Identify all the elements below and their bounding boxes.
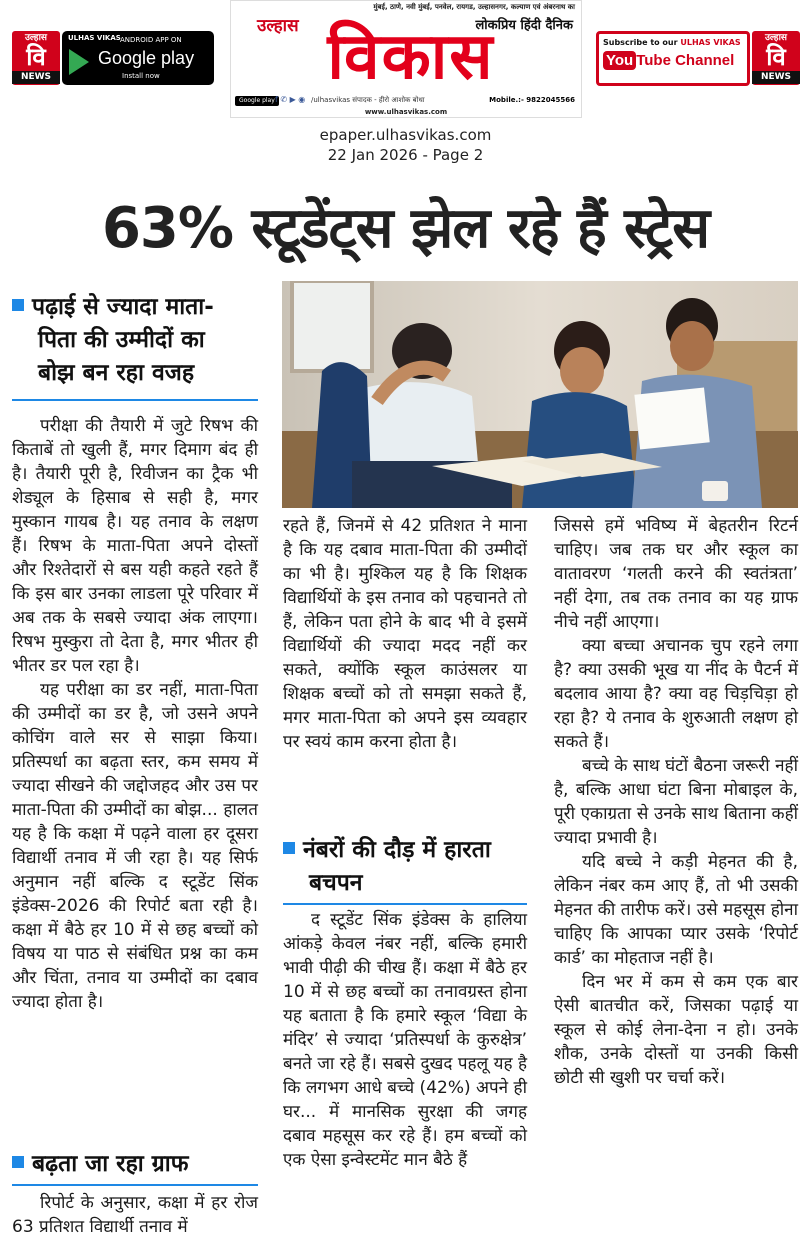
badge-install-text: Install now bbox=[122, 72, 160, 80]
paragraph: दिन भर में कम से कम एक बार ऐसी बातचीत करें, जिसका पढ़ाई या स्कूल से कोई लेना-देना न हो। उनके शौक, उनके दोस्तों या उनकी किसी छोटी सी खुशी पर चर्चा करें। bbox=[554, 972, 798, 1088]
paragraph: बच्चे के साथ घंटों बैठना जरूरी नहीं है, बल्कि आधा घंटा बिना मोबाइल के, पूरी एकाग्रता से उनके साथ बिताना कहीं ज्यादा प्रभावी है। bbox=[554, 756, 798, 848]
article-column-1-tail bbox=[12, 1191, 258, 1239]
badge-brand-text: ULHAS VIKAS bbox=[68, 34, 121, 42]
newspaper-header bbox=[0, 0, 811, 122]
article-headline: 63% स्टूडेंट्स झेल रहे हैं स्ट्रेस bbox=[101, 196, 710, 261]
stressed-family-photo bbox=[282, 281, 798, 508]
play-store-icon bbox=[69, 49, 89, 75]
google-play-badge[interactable] bbox=[62, 31, 214, 85]
ulhas-vikas-news-logo-left[interactable] bbox=[12, 31, 60, 85]
masthead-cities: मुंबई, ठाणे, नवी मुंबई, पनवेल, रायगड, उल्हासनगर, कल्याण एवं अंबरनाथ का bbox=[373, 3, 575, 11]
masthead-title: विकास bbox=[327, 20, 495, 94]
news-logo-letter: वि bbox=[26, 42, 46, 71]
blue-square-bullet-icon bbox=[12, 1156, 24, 1168]
news-logo-label: NEWS bbox=[12, 71, 60, 84]
subhead-rule bbox=[283, 903, 527, 905]
news-logo-label: NEWS bbox=[752, 71, 800, 84]
paragraph: जिससे हमें भविष्य में बेहतरीन रिटर्न चाहिए। जब तक घर और स्कूल का वातावरण ‘गलती करने की स्वतंत्रता’ नहीं देगा, तब तक तनाव का यह ग्राफ नीचे नहीं आएगा। bbox=[554, 516, 798, 632]
paragraph: यह परीक्षा का डर नहीं, माता-पिता की उम्मीदों का डर है, जो उसने अपने कोचिंग वाले सर से साझा किया। प्रतिस्पर्धा का बढ़ता स्तर, कम समय में ज्यादा सीखने की जद्दोजहद और उस पर माता-पिता की उम्मीदों का बोझ... हालत यह है कि कक्षा में पढ़ने वाला हर दूसरा विद्यार्थी तनाव में जी रहा है। यह सिर्फ अनुमान नहीं बल्कि द स्टूडेंट सिंक इंडेक्स-2026 की रिपोर्ट बता रही है। कक्षा में बैठे हर 10 में से छह बच्चों को विषय या पाठ से संबंधित प्रश्न का कम और चिंता, तनाव या उम्मीदों का दबाव ज्यादा होता है। bbox=[12, 680, 258, 1012]
masthead-ulhas: उल्हास bbox=[257, 16, 299, 36]
article-column-2 bbox=[283, 514, 527, 754]
masthead-editor-text: /ulhasvikas संपादक - हीरो आशोक बोधा bbox=[311, 96, 425, 104]
paragraph: रिपोर्ट के अनुसार, कक्षा में हर रोज 63 प्रतिशत विद्यार्थी तनाव में bbox=[12, 1193, 258, 1237]
blue-square-bullet-icon bbox=[12, 299, 24, 311]
ulhas-vikas-news-logo-right[interactable] bbox=[752, 31, 800, 85]
masthead-website[interactable]: www.ulhasvikas.com bbox=[364, 108, 448, 116]
subhead-marks-race: नंबरों की दौड़ में हारता बचपन bbox=[283, 834, 527, 900]
paragraph: यदि बच्चे ने कड़ी मेहनत की है, लेकिन नंबर कम आए हैं, तो भी उसकी मेहनत की तारीफ करें। उसे महसूस होना चाहिए कि आपका प्यार उसके ‘रिपोर्ट कार्ड’ का मोहताज नहीं है। bbox=[554, 852, 798, 968]
youtube-subscribe-banner[interactable] bbox=[596, 31, 750, 86]
paragraph: परीक्षा की तैयारी में जुटे रिषभ की किताबें तो खुली हैं, मगर दिमाग बंद ही है। तैयारी पूरी है, रिवीजन का ट्रैक भी शेड्यूल के हिसाब से सही है, मगर मुस्कान गायब है। यह तनाव के लक्षण हैं। रिषभ के माता-पिता अपने दोस्तों और रिश्तेदारों से बस यही कहते रहते हैं कि इस बार उनका लाडला पूरे परिवार में अब तक के सबसे ज्यादा अंक लाएगा। रिषभ मुस्कुरा तो देता है, मगर भीतर ही भीतर डर पल रहा है। bbox=[12, 416, 258, 676]
subhead-rising-graph: बढ़ता जा रहा ग्राफ bbox=[12, 1148, 262, 1181]
article-column-2-lower bbox=[283, 908, 527, 1172]
paragraph: रहते हैं, जिनमें से 42 प्रतिशत ने माना है कि यह दबाव माता-पिता की उम्मीदों का भी है। मुश्किल यह है कि शिक्षक विद्यार्थियों के इस तनाव को पहचानते तो हैं, लेकिन पता होने के बाद भी वे इसमें विद्यार्थियों की ज्यादा मदद नहीं कर सकते, क्योंकि स्कूल काउंसलर या शिक्षक बच्चों को तो समझा सकते हैं, मगर माता-पिता को अपने इस व्यवहार पर स्वयं काम करना होता है। bbox=[283, 516, 527, 752]
epaper-site[interactable]: epaper.ulhasvikas.com bbox=[319, 126, 492, 144]
subhead-rule bbox=[12, 399, 258, 401]
badge-android-text: ANDROID APP ON bbox=[120, 36, 182, 44]
yt-subscribe-text: Subscribe to our ULHAS VIKAS bbox=[603, 38, 741, 47]
news-logo-small-text: उल्हास bbox=[24, 33, 47, 43]
masthead bbox=[230, 0, 582, 118]
badge-store-name: Google play bbox=[98, 48, 195, 68]
masthead-tagline: लोकप्रिय हिंदी दैनिक bbox=[475, 18, 573, 33]
article-column-1 bbox=[12, 414, 258, 1014]
subhead-rule bbox=[12, 1184, 258, 1186]
masthead-info-bar bbox=[231, 95, 581, 107]
paragraph: द स्टूडेंट सिंक इंडेक्स के हालिया आंकड़े केवल नंबर नहीं, बल्कि हमारी भावी पीढ़ी की चीख हैं। कक्षा में बैठे हर 10 में से छह बच्चों का तनावग्रस्त होना यह बताता है कि हमारे स्कूल ‘विद्या के मंदिर’ से ज्यादा ‘प्रतिस्पर्धा के कुरुक्षेत्र’ बनते जा रहे हैं। सबसे दुखद पहलू यह है कि लगभग आधे बच्चे (42%) अपने ही घर... में मानसिक सुरक्षा की जगह दबाव महसूस कर रहे हैं। हम बच्चों को एक ऐसा इन्वेस्टमेंट मान बैठे हैं bbox=[283, 910, 527, 1170]
subhead-parents-expectations: पढ़ाई से ज्यादा माता- पिता की उम्मीदों का बोझ बन रहा वजह bbox=[12, 291, 262, 390]
article-column-3 bbox=[554, 514, 798, 1090]
mini-google-play-badge[interactable]: Google play bbox=[235, 96, 279, 106]
masthead-mobile: Mobile.:- 9822045566 bbox=[489, 96, 575, 104]
blue-square-bullet-icon bbox=[283, 842, 295, 854]
yt-channel-text: You Tube Channel bbox=[603, 52, 734, 69]
news-logo-letter: वि bbox=[766, 42, 786, 71]
date-page: 22 Jan 2026 - Page 2 bbox=[327, 146, 484, 164]
youtube-icon: You bbox=[603, 51, 636, 70]
news-logo-small-text: उल्हास bbox=[764, 33, 787, 43]
social-icons[interactable]: f ✆ ▶ ◉ bbox=[275, 95, 306, 104]
paragraph: क्या बच्चा अचानक चुप रहने लगा है? क्या उसकी भूख या नींद के पैटर्न में बदलाव आया है? क्या वह चिड़चिड़ा हो रहा है? ये तनाव के शुरुआती लक्षण हो सकते हैं। bbox=[554, 636, 798, 752]
